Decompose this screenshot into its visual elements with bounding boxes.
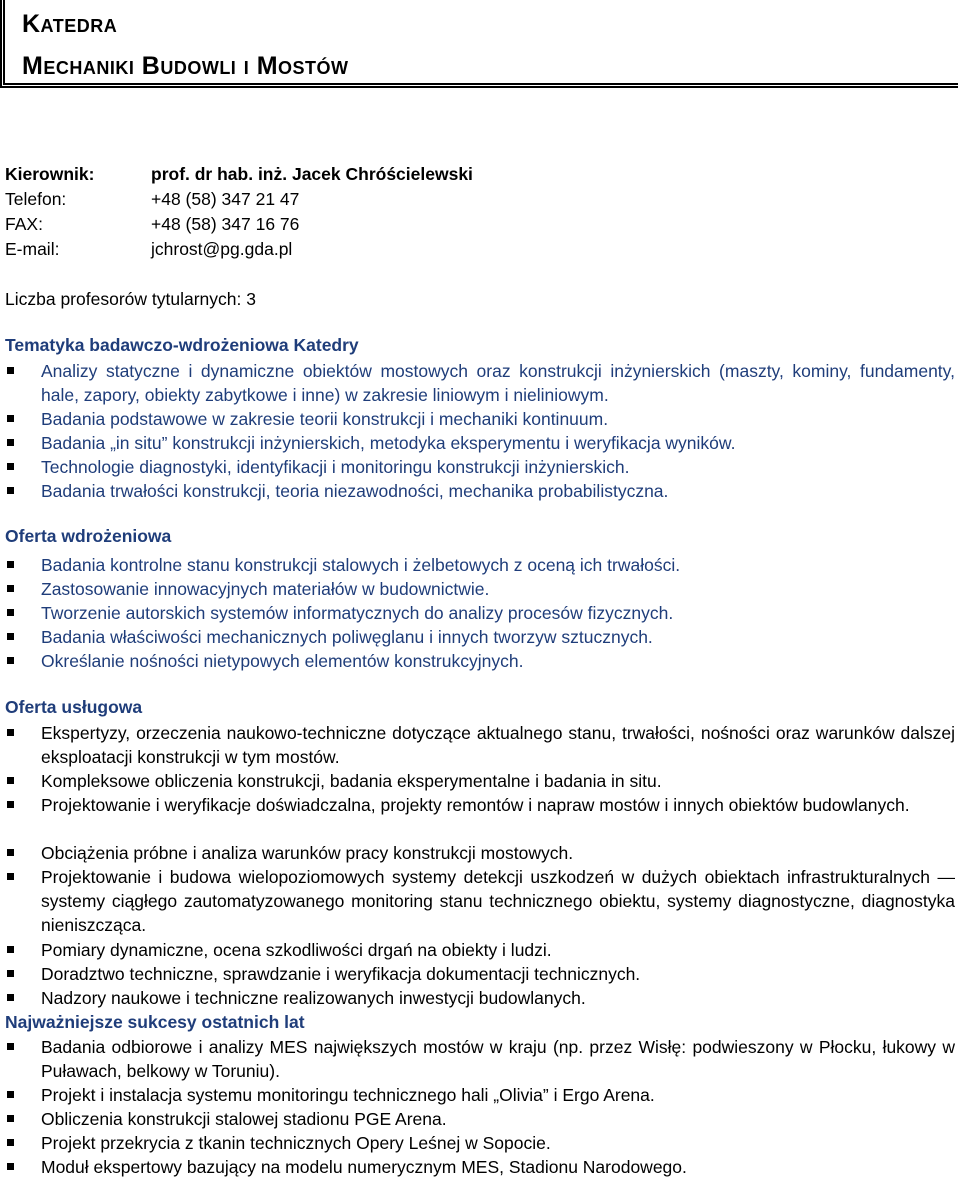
bullet-icon (7, 873, 14, 880)
services-item: Projektowanie i weryfikacje doświadczalna, projekty remontów i napraw mostów i innych obiektów budowlanych. (0, 793, 955, 841)
research-heading: Tematyka badawczo-wdrożeniowa Katedry (5, 335, 359, 355)
contact-head (5, 163, 473, 186)
fax-value: +48 (58) 347 16 76 (151, 214, 300, 234)
email-value: jchrost@pg.gda.pl (151, 239, 293, 259)
successes-heading: Najważniejsze sukcesy ostatnich lat (5, 1012, 305, 1032)
page-title-line-2: Mechaniki Budowli i Mostów (22, 52, 349, 80)
phone-value: +48 (58) 347 21 47 (151, 189, 300, 209)
bullet-icon (7, 609, 14, 616)
bullet-icon (7, 367, 14, 374)
bullet-icon (7, 1115, 14, 1122)
bullet-icon (7, 1163, 14, 1170)
bullet-icon (7, 415, 14, 422)
research-item: Analizy statyczne i dynamiczne obiektów mostowych oraz konstrukcji inżynierskich (maszty, kominy, fundamenty, hale, zapory, obiekty zabytkowe i inne) w zakresie liniowym i nieliniowym. (0, 359, 955, 407)
bullet-icon (7, 561, 14, 568)
contact-phone (5, 188, 299, 211)
bullet-icon (7, 585, 14, 592)
bullet-icon (7, 633, 14, 640)
email-label: E-mail: (5, 239, 60, 259)
professors-count: Liczba profesorów tytularnych: 3 (5, 289, 256, 309)
bullet-icon (7, 994, 14, 1001)
bullet-icon (7, 849, 14, 856)
bullet-icon (7, 801, 14, 808)
bullet-icon (7, 1139, 14, 1146)
successes-item: Badania odbiorowe i analizy MES największych mostów w kraju (np. przez Wisłę: podwieszony w Płocku, łukowy w Puławach, belkowy w Toruniu). (0, 1035, 955, 1083)
services-item: Projektowanie i budowa wielopoziomowych systemy detekcji uszkodzeń w dużych obiektach infrastrukturalnych — systemy ciągłego zautomatyzowanego monitoring stanu technicznego obiektu, systemy diagnostyczne, diagnostyka nieniszcząca. (0, 865, 955, 937)
bullet-icon (7, 439, 14, 446)
page-title-line-1: Katedra (22, 10, 118, 38)
bullet-icon (7, 946, 14, 953)
bullet-icon (7, 487, 14, 494)
services-item: Ekspertyzy, orzeczenia naukowo-techniczne dotyczące aktualnego stanu, trwałości, nośności oraz warunków dalszej eksploatacji konstrukcji w tym mostów. (0, 721, 955, 769)
bullet-icon (7, 729, 14, 736)
contact-fax (5, 213, 299, 236)
phone-label: Telefon: (5, 189, 67, 209)
bullet-icon (7, 657, 14, 664)
bullet-icon (7, 1091, 14, 1098)
bullet-icon (7, 777, 14, 784)
bullet-icon (7, 970, 14, 977)
title-box (0, 0, 958, 88)
fax-label: FAX: (5, 214, 43, 234)
bullet-icon (7, 1043, 14, 1050)
contact-email (5, 238, 292, 261)
services-heading: Oferta usługowa (5, 697, 143, 717)
bullet-icon (7, 463, 14, 470)
head-label: Kierownik: (5, 164, 95, 184)
implementation-heading: Oferta wdrożeniowa (5, 526, 172, 546)
head-value: prof. dr hab. inż. Jacek Chróścielewski (151, 164, 473, 184)
